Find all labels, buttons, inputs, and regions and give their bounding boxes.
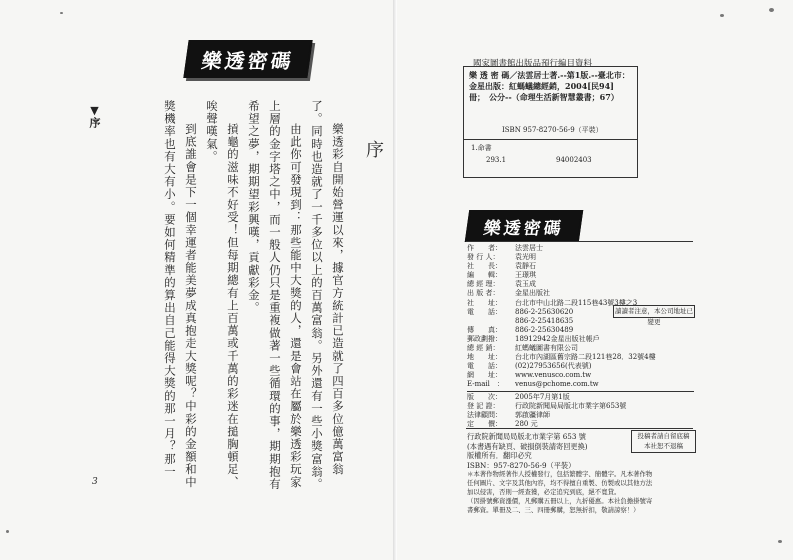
info-row: 總 經 理： 袁玉成	[467, 280, 536, 289]
info-row: 傳 真： 886-2-25630489	[467, 325, 574, 334]
info-row: 886-2-25418635	[515, 316, 574, 325]
paragraph: 由此你可發現到：那些能中大獎的人，還是會站在屬於樂透彩玩家上層的金字塔之中，而一般人仍只是重複做著一些循環的事，期期抱有希望之夢，期期望彩興嘆，貢獻彩金。	[247, 100, 303, 491]
info-row: 電 話： 886-2-25630620	[467, 307, 574, 316]
footer-line: (本書遇有缺頁、破損倒裝請寄回更換)	[467, 441, 588, 451]
info-row: 出 版 者： 金星出版社	[467, 289, 550, 298]
info-row: 電 話： (02)27953656(代表號)	[467, 362, 592, 371]
preface-heading: 序	[363, 140, 384, 158]
paragraph: 樂透彩自開始營運以來，據官方統計已造就了四百多位億萬富翁了。同時也造就了一千多位以上的百萬富翁。另外還有一些小獎富翁。	[310, 100, 345, 491]
footer-line: 行政院新聞局局版北市業字第 653 號	[467, 432, 586, 441]
scan-speck	[6, 530, 9, 533]
divider	[467, 391, 694, 392]
running-head: ▼序	[88, 104, 101, 128]
info-row: 編 輯： 王璟琪	[467, 271, 536, 280]
address-change-notice: 讀讀者注意，本公司地址已變更	[615, 307, 693, 326]
cip-book-number: 94002403	[556, 156, 592, 164]
cip-subject: 1.命書	[471, 144, 492, 152]
edition-row: 登 記 證： 行政院新聞局局版北市業字第653號	[467, 401, 627, 410]
cip-divider	[464, 139, 637, 140]
cip-isbn: ISBN 957-8270-56-9（平裝）	[502, 126, 603, 134]
cip-class-number: 293.1	[486, 156, 507, 164]
edition-row: 版 次： 2005年7月第1版	[467, 392, 570, 401]
notice-line: 投稿者請自留底稿	[637, 432, 690, 440]
info-row: 地 址： 台北市內湖區舊宗路二段121巷28．32號4樓	[467, 353, 656, 362]
scan-speck	[769, 8, 774, 12]
publishing-info-table	[467, 244, 694, 429]
scan-speck	[60, 12, 63, 14]
left-page	[0, 0, 396, 560]
edition-row: 法律顧問： 郭啟疆律師	[467, 410, 550, 419]
info-row: 社 長： 袁靜石	[467, 262, 536, 271]
submission-notice-box	[631, 430, 696, 453]
info-row: E-mail ： venus@pchome.com.tw	[467, 380, 599, 389]
cip-main-entry: 樂 透 密 碼／法雲居士著.--第1版.--臺北市：金星出版：紅螞蟻總經銷，2004[民94] 冊； 公分--（命理生活新智慧叢書；67）	[469, 70, 630, 102]
notice-line: 本社恕不退稿	[644, 442, 683, 450]
footer-line: 版權所有．翻印必究	[467, 451, 532, 461]
footer-line: ISBN：957-8270-56-9（平裝）	[467, 460, 576, 470]
info-row: 發 行 人： 袁光明	[467, 253, 536, 262]
cip-data-box	[463, 66, 638, 178]
edition-row: 定 價： 280 元	[467, 419, 538, 428]
page-number: 3	[92, 477, 98, 487]
info-row: 總 經 銷： 紅螞蟻圖書有限公司	[467, 344, 578, 353]
cip-heading: 國家圖書館出版品預行編目資料	[473, 59, 593, 69]
divider	[466, 428, 693, 429]
copyright-notice: ＊本著作物經著作人授權發行，包括繁體字、簡體字。凡本著作物任何圖片、文字及其他內容，均不得擅自重製、仿製或以其他方法加以侵害，否則一經查獲，必定追究到底，絕不寬貸。	[467, 470, 653, 496]
publisher-page-logo: 樂透密碼	[465, 210, 583, 242]
book-title-logo: 樂透密碼	[183, 40, 312, 78]
info-row: 社 址： 台北市中山北路二段115巷43號3樓之3	[467, 298, 638, 307]
scan-speck	[778, 540, 782, 543]
scan-speck	[720, 14, 724, 17]
divider	[466, 241, 693, 242]
copyright-block	[467, 432, 657, 514]
paragraph: 到底誰會是下一個幸運者能美夢成真抱走大獎呢？中彩的金額和中獎機率也有大有小。要如何精準的算出自己能得大獎的那一月？那一	[163, 100, 198, 489]
paragraph: 摃龜的滋味不好受！但每期總有上百萬或千萬的彩迷在搥胸頓足、唉聲嘆氣。	[205, 100, 240, 489]
info-row: 郵政劃撥： 18912942金星出版社帳戶	[467, 334, 600, 343]
mail-order-notice: （因掛號郵資漲價，凡郵購五冊以上，九折優惠。本社負擔掛號寄書郵資。單冊及二、三、四冊郵購，恕無折扣，敬請諒察！）	[467, 496, 653, 514]
info-row: 作 者： 法雲居士	[467, 244, 543, 252]
info-row: 網 址： www.venusco.com.tw	[467, 371, 592, 380]
preface-body	[118, 100, 348, 500]
